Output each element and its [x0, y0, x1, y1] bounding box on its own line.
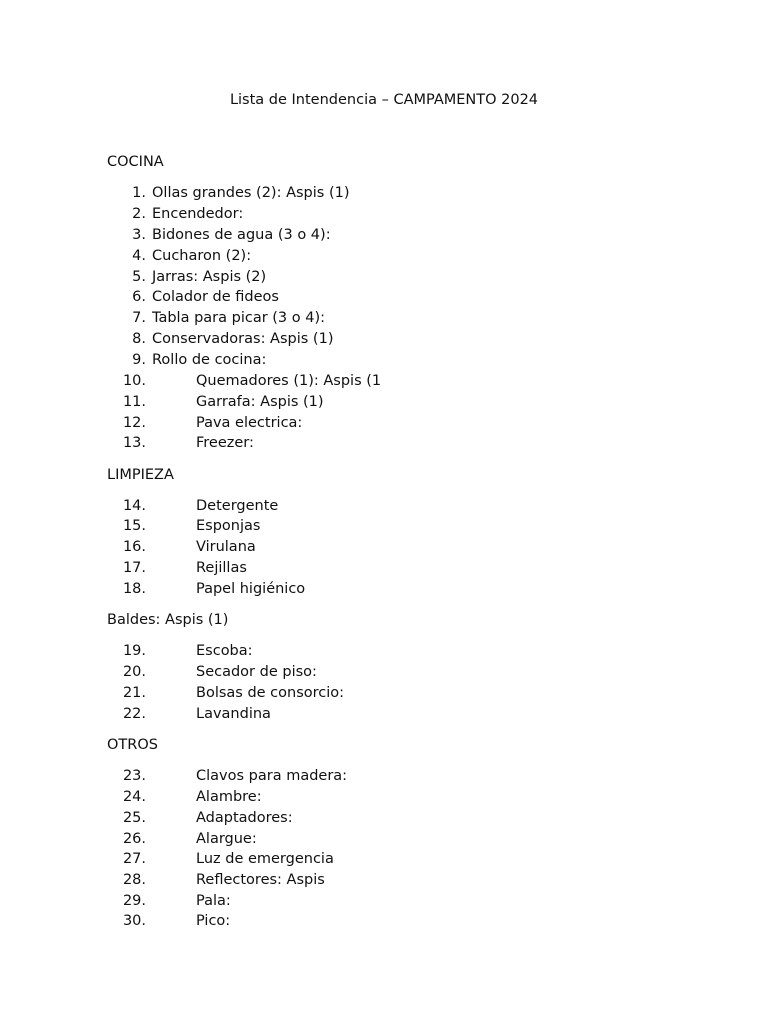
item-text: Colador de fideos	[152, 289, 279, 305]
item-text: Alambre:	[196, 789, 262, 805]
item-text: Rejillas	[196, 560, 247, 576]
item-text: Encendedor:	[152, 206, 244, 222]
item-number: 10.	[122, 373, 146, 389]
item-text: Clavos para madera:	[196, 768, 348, 784]
item-text: Ollas grandes (2): Aspis (1)	[152, 185, 350, 201]
item-number: 18.	[122, 581, 146, 597]
item-number: 5.	[132, 269, 146, 285]
section-heading-otros: OTROS	[107, 737, 158, 753]
item-text: Freezer:	[196, 435, 254, 451]
item-number: 9.	[132, 352, 146, 368]
item-text: Reflectores: Aspis	[196, 872, 325, 888]
item-text: Pico:	[196, 913, 231, 929]
item-number: 4.	[132, 248, 146, 264]
item-text: Pala:	[196, 893, 231, 909]
item-text: Esponjas	[196, 518, 261, 534]
item-number: 8.	[132, 331, 146, 347]
item-number: 26.	[122, 831, 146, 847]
item-number: 11.	[122, 394, 146, 410]
item-text: Escoba:	[196, 643, 253, 659]
item-number: 28.	[122, 872, 146, 888]
item-number: 2.	[132, 206, 146, 222]
item-text: Pava electrica:	[196, 415, 303, 431]
item-text: Bidones de agua (3 o 4):	[152, 227, 331, 243]
item-text: Papel higiénico	[196, 581, 306, 597]
item-number: 25.	[122, 810, 146, 826]
item-number: 24.	[122, 789, 146, 805]
item-number: 16.	[122, 539, 146, 555]
item-number: 3.	[132, 227, 146, 243]
item-text: Quemadores (1): Aspis (1	[196, 373, 382, 389]
item-number: 13.	[122, 435, 146, 451]
item-text: Cucharon (2):	[152, 248, 252, 264]
item-number: 20.	[122, 664, 146, 680]
item-number: 23.	[122, 768, 146, 784]
item-number: 6.	[132, 289, 146, 305]
document-title: Lista de Intendencia – CAMPAMENTO 2024	[229, 92, 539, 108]
item-text: Jarras: Aspis (2)	[152, 269, 267, 285]
item-number: 27.	[122, 851, 146, 867]
item-number: 30.	[122, 913, 146, 929]
item-number: 17.	[122, 560, 146, 576]
item-number: 12.	[122, 415, 146, 431]
item-number: 19.	[122, 643, 146, 659]
item-text: Secador de piso:	[196, 664, 317, 680]
section-heading-cocina: COCINA	[107, 154, 164, 170]
item-number: 15.	[122, 518, 146, 534]
item-number: 14.	[122, 498, 146, 514]
item-number: 1.	[132, 185, 146, 201]
item-text: Garrafa: Aspis (1)	[196, 394, 324, 410]
item-text: Alargue:	[196, 831, 257, 847]
item-text: Tabla para picar (3 o 4):	[152, 310, 326, 326]
item-number: 22.	[122, 706, 146, 722]
item-number: 29.	[122, 893, 146, 909]
item-text: Luz de emergencia	[196, 851, 334, 867]
section-heading-baldes: Baldes: Aspis (1)	[107, 612, 229, 628]
item-text: Bolsas de consorcio:	[196, 685, 345, 701]
item-number: 21.	[122, 685, 146, 701]
item-text: Detergente	[196, 498, 279, 514]
item-text: Lavandina	[196, 706, 271, 722]
item-text: Adaptadores:	[196, 810, 293, 826]
item-text: Virulana	[196, 539, 256, 555]
item-text: Rollo de cocina:	[152, 352, 267, 368]
item-number: 7.	[132, 310, 146, 326]
item-text: Conservadoras: Aspis (1)	[152, 331, 334, 347]
section-heading-limpieza: LIMPIEZA	[107, 467, 174, 483]
